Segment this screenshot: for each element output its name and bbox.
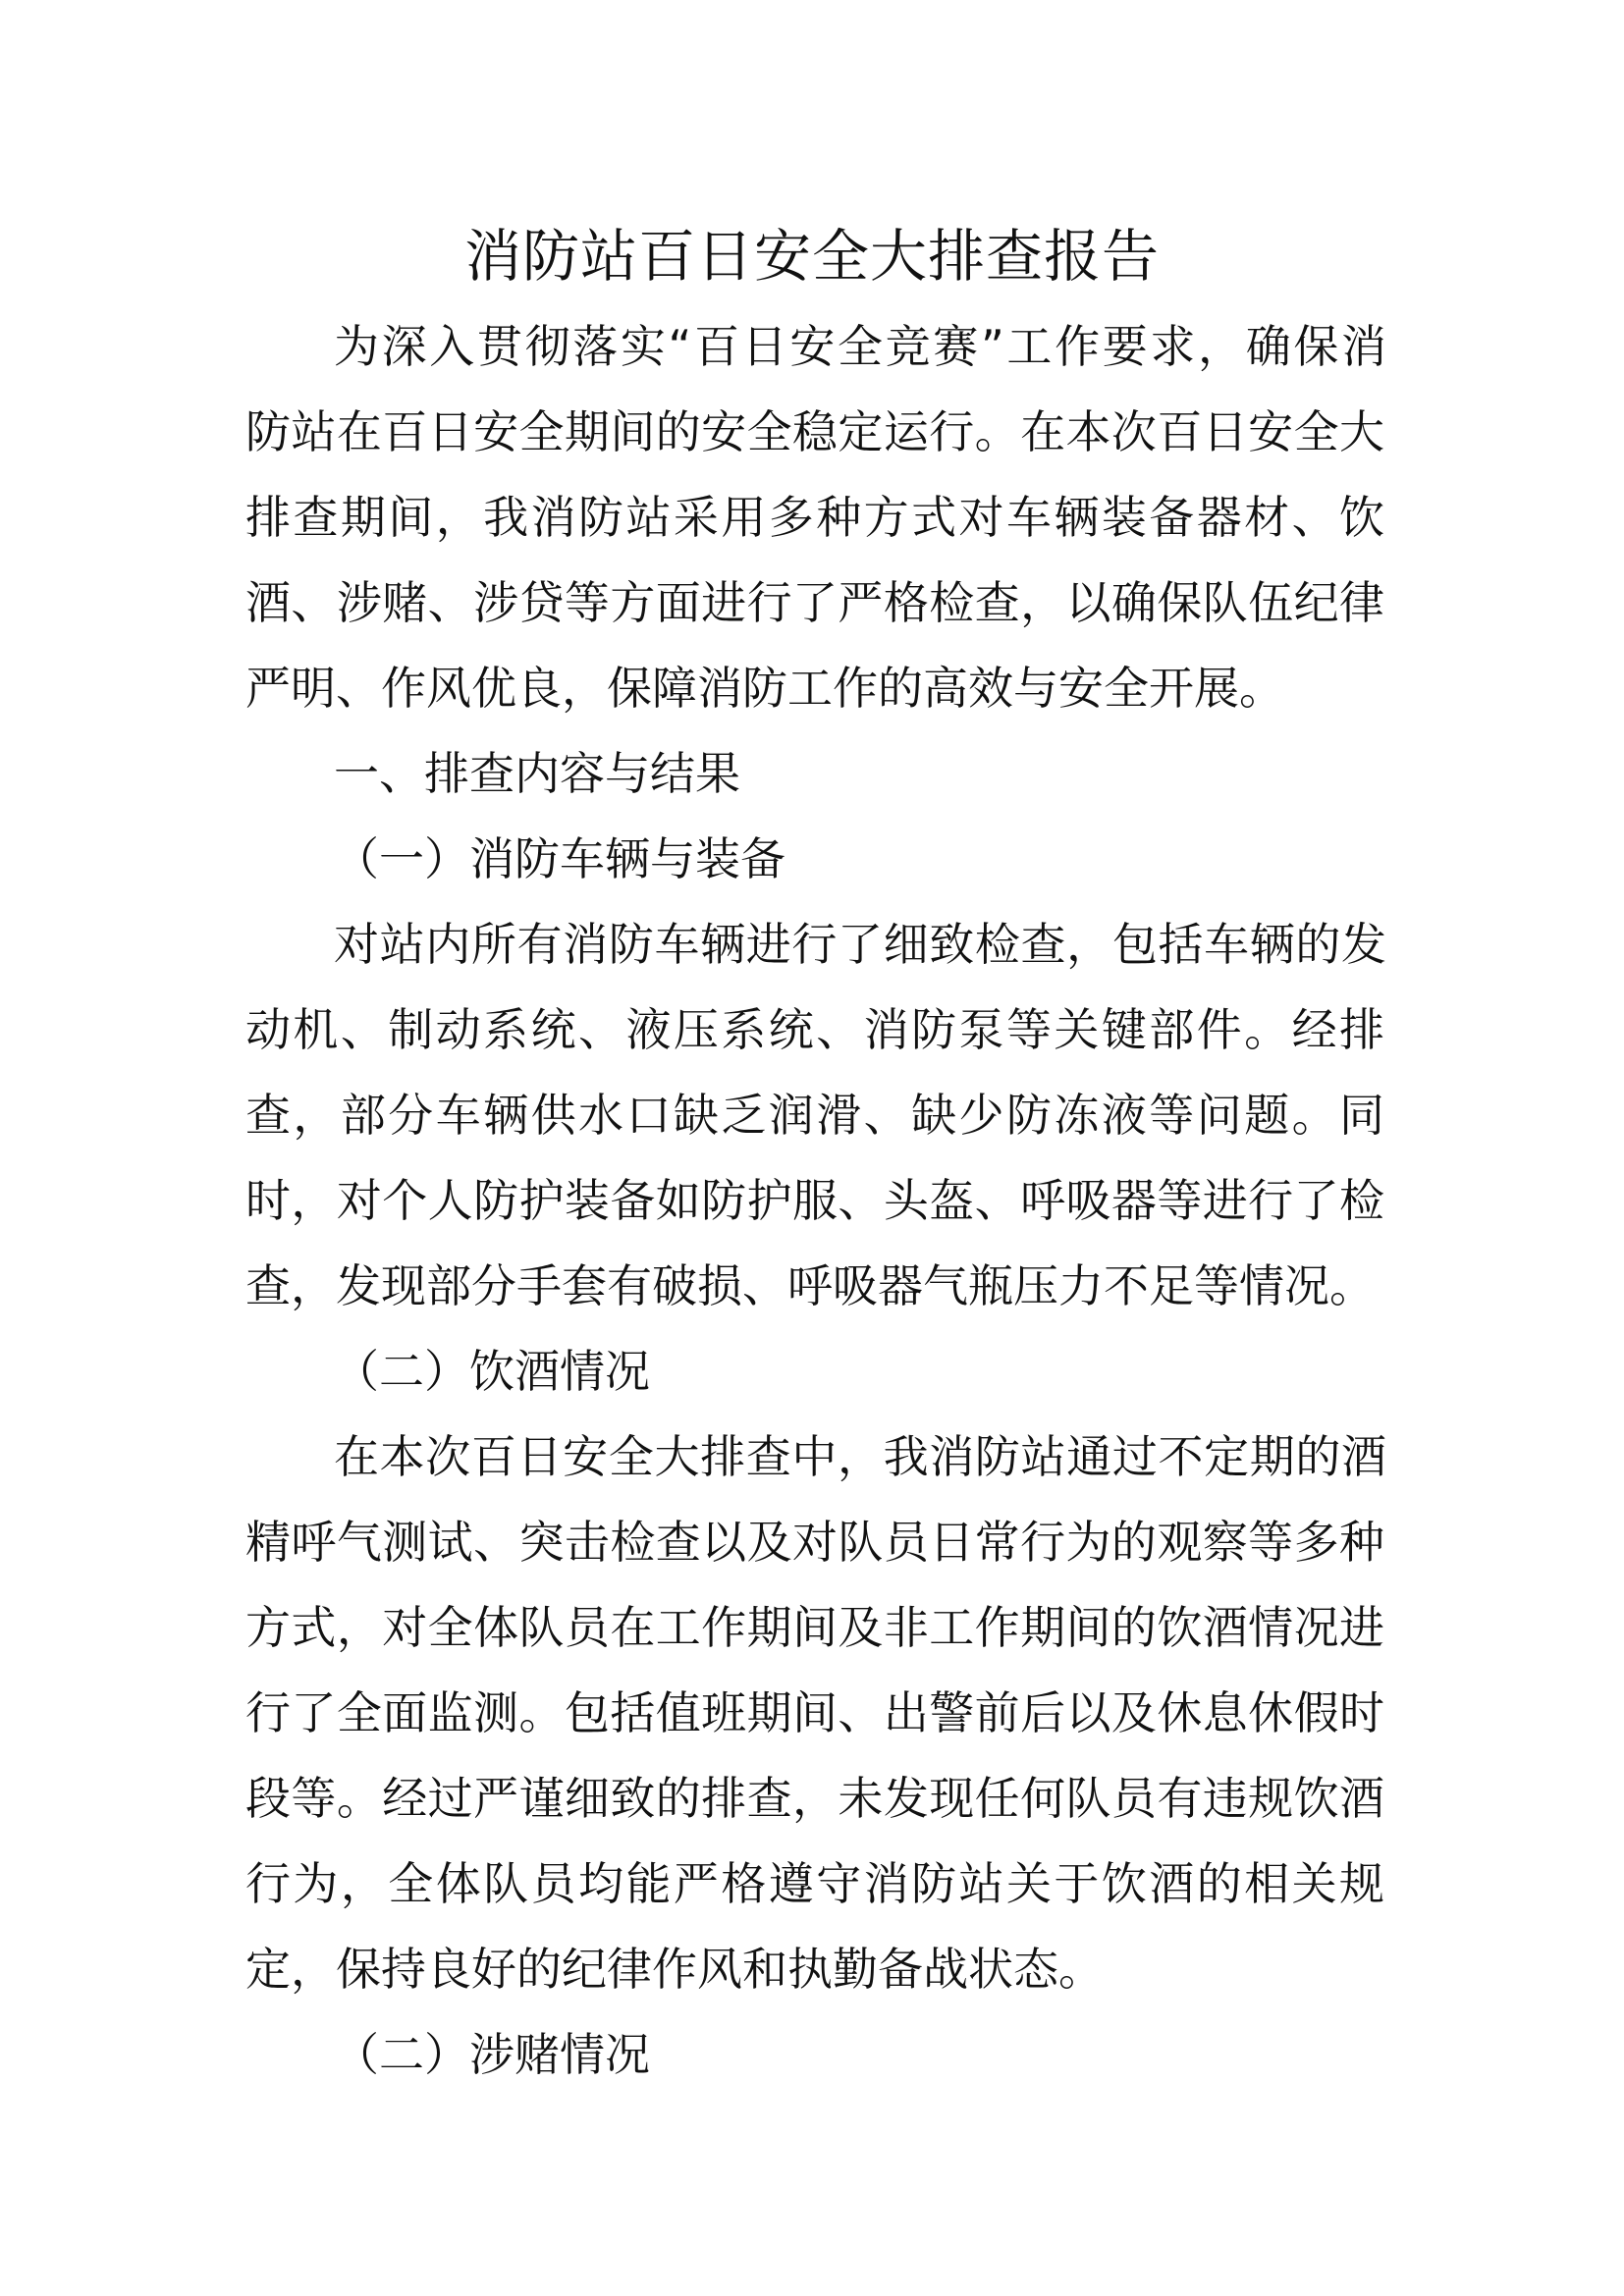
paragraph-line: 严明、作风优良，保障消防工作的高效与安全开展。 [245, 662, 1284, 715]
paragraph-line: 酒、涉赌、涉贷等方面进行了严格检查，以确保队伍纪律 [245, 576, 1384, 629]
paragraph-line: 时，对个人防护装备如防护服、头盔、呼吸器等进行了检 [245, 1174, 1384, 1227]
paragraph-line: 在本次百日安全大排查中，我消防站通过不定期的酒 [334, 1430, 1386, 1483]
paragraph-line: 行为，全体队员均能严格遵守消防站关于饮酒的相关规 [245, 1857, 1384, 1910]
subsection-heading: （二）涉赌情况 [334, 2028, 650, 2081]
paragraph-line: 动机、制动系统、液压系统、消防泵等关键部件。经排 [245, 1003, 1384, 1056]
paragraph-line: 精呼气测试、突击检查以及对队员日常行为的观察等多种 [245, 1516, 1384, 1569]
paragraph-line: 查，发现部分手套有破损、呼吸器气瓶压力不足等情况。 [245, 1259, 1375, 1312]
subsection-heading: （二）饮酒情况 [334, 1345, 650, 1398]
page-title: 消防站百日安全大排查报告 [463, 223, 1160, 290]
paragraph-line: 段等。经过严谨细致的排查，未发现任何队员有违规饮酒 [245, 1772, 1384, 1825]
paragraph-line: 防站在百日安全期间的安全稳定运行。在本次百日安全大 [245, 405, 1384, 458]
paragraph-line: 定，保持良好的纪律作风和执勤备战状态。 [245, 1943, 1104, 1996]
paragraph-line: 对站内所有消防车辆进行了细致检查，包括车辆的发 [334, 918, 1386, 971]
paragraph-line: 方式，对全体队员在工作期间及非工作期间的饮酒情况进 [245, 1601, 1384, 1654]
section-heading: 一、排查内容与结果 [334, 747, 740, 800]
paragraph-line: 查，部分车辆供水口缺乏润滑、缺少防冻液等问题。同 [245, 1089, 1384, 1142]
subsection-heading: （一）消防车辆与装备 [334, 832, 785, 885]
paragraph-line: 排查期间，我消防站采用多种方式对车辆装备器材、饮 [245, 491, 1384, 544]
paragraph-line: 为深入贯彻落实“百日安全竞赛”工作要求，确保消 [334, 320, 1386, 373]
paragraph-line: 行了全面监测。包括值班期间、出警前后以及休息休假时 [245, 1686, 1384, 1739]
